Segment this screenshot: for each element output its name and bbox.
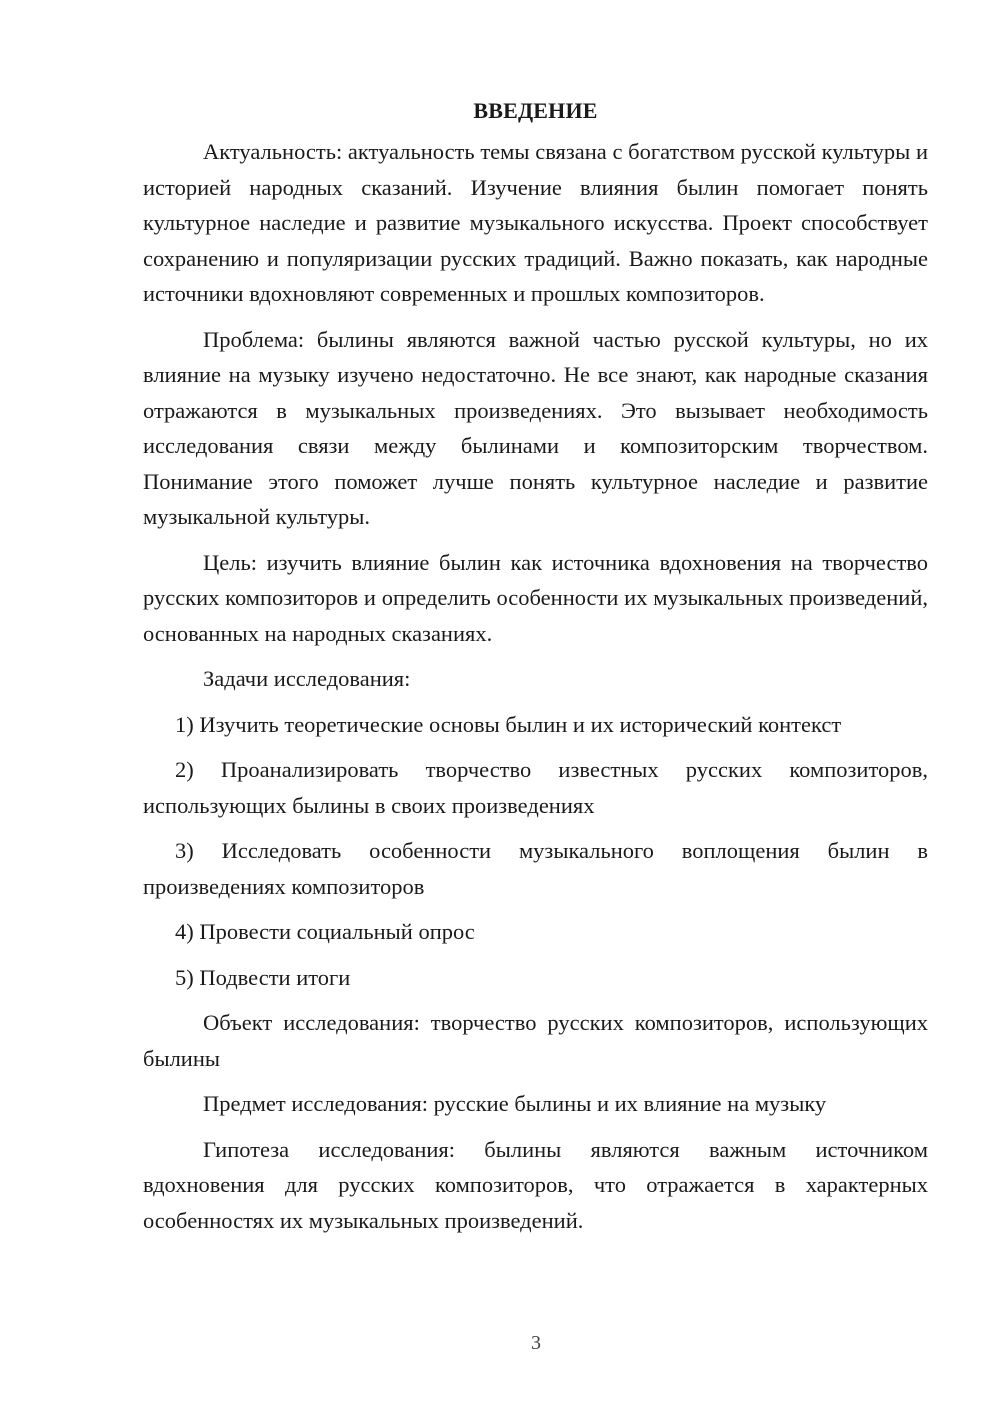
task-item-2: 2) Проанализировать творчество известных русских композиторов, использующих былины в своих произведениях [143,757,928,818]
paragraph-relevance: Актуальность: актуальность темы связана с богатством русской культуры и историей народных сказаний. Изучение влияния былин помогает понять культурное наследие и развитие музыкального искусства. Проект способствует сохранению и популяризации русских традиций. Важно показать, как народные источники вдохновляют современных и прошлых композиторов. [143,139,928,306]
page-title: ВВЕДЕНИЕ [473,98,598,123]
document-page [143,93,928,1248]
paragraph-goal: Цель: изучить влияние былин как источника вдохновения на творчество русских композиторов и определить особенности их музыкальных произведений, основанных на народных сказаниях. [143,549,928,646]
task-item-4: 4) Провести социальный опрос [175,919,475,944]
paragraph-hypothesis: Гипотеза исследования: былины являются важным источником вдохновения для русских композиторов, что отражается в характерных особенностях их музыкальных произведений. [143,1136,928,1233]
paragraph-subject: Предмет исследования: русские былины и их влияние на музыку [203,1091,827,1116]
paragraph-object: Объект исследования: творчество русских композиторов, использующих былины [143,1010,928,1071]
paragraph-problem: Проблема: былины являются важной частью русской культуры, но их влияние на музыку изучено недостаточно. Не все знают, как народные сказания отражаются в музыкальных произведениях. Это вызывает необходимость исследования связи между былинами и композиторским творчеством. Понимание этого поможет лучше понять культурное наследие и развитие музыкальной культуры. [143,326,928,529]
task-item-3: 3) Исследовать особенности музыкального воплощения былин в произведениях композиторов [143,838,928,899]
page-number: 3 [531,1332,541,1354]
task-item-1: 1) Изучить теоретические основы былин и их исторический контекст [175,711,842,737]
tasks-heading: Задачи исследования: [203,666,411,691]
task-item-5: 5) Подвести итоги [175,964,351,990]
